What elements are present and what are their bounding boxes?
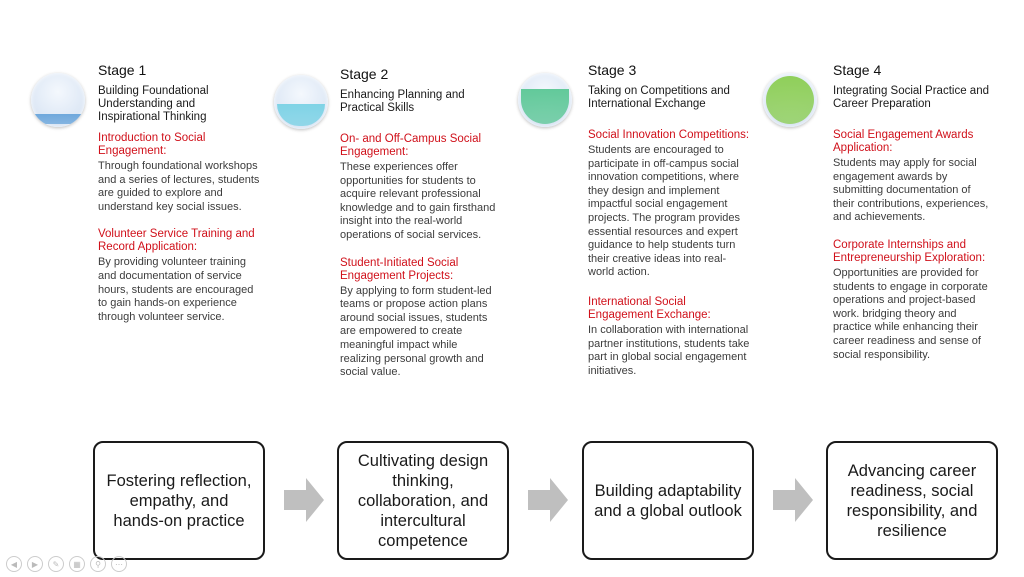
stage-3-fill <box>521 89 569 124</box>
stage-4-section-2 <box>833 239 995 362</box>
stage-2-outcome-box: Cultivating design thinking, collaboration, and intercultural competence <box>337 441 509 560</box>
stage-3-progress-circle-icon <box>518 73 572 127</box>
section-title: Introduction to Social Engagement: <box>98 132 206 157</box>
section-title: Social Innovation Competitions: <box>588 129 750 141</box>
stage-3-title: Taking on Competitions and International Exchange <box>588 85 730 110</box>
stage-4-column <box>833 62 995 376</box>
stage-1-section-1 <box>98 132 260 214</box>
stage-1-column <box>98 62 260 338</box>
right-arrow-icon <box>773 478 813 522</box>
stage-3-column <box>588 62 750 392</box>
prev-slide-icon[interactable]: ◀ <box>6 556 22 572</box>
stage-4-title: Integrating Social Practice and Career Preparation <box>833 85 989 110</box>
section-title: International Social Engagement Exchange: <box>588 295 711 321</box>
stage-2-fill <box>277 104 325 126</box>
right-arrow-icon <box>284 478 324 522</box>
stage-4-fill <box>766 76 814 124</box>
stage-3-section-2 <box>588 296 750 378</box>
stage-1-progress-circle-icon <box>31 73 85 127</box>
slide-toolbar <box>6 556 127 572</box>
section-body: By providing volunteer training and documentation of service hours, students are encouraged to gain hands-on experience through volunteer service. <box>98 256 254 323</box>
next-slide-icon[interactable]: ▶ <box>27 556 43 572</box>
section-body: By applying to form student-led teams or propose action plans around social issues, students are empowered to create meaningful impact while realizing personal growth and social value. <box>340 284 492 379</box>
pen-icon[interactable]: ✎ <box>48 556 64 572</box>
stage-2-title: Enhancing Planning and Practical Skills <box>340 89 465 114</box>
more-options-icon[interactable]: ⋯ <box>111 556 127 572</box>
section-title: Corporate Internships and Entrepreneurship Exploration: <box>833 238 986 264</box>
stage-4-section-1 <box>833 129 995 225</box>
section-title: Volunteer Service Training and Record Application: <box>98 228 255 254</box>
slides-grid-icon[interactable]: ▦ <box>69 556 85 572</box>
stage-4-progress-circle-icon <box>763 73 817 127</box>
section-body: Students are encouraged to participate in off-campus social innovation competitions, where they design and implement impactful social engagement projects. The program provides essential resources and expert guidance to help students turn their creative ideas into real-world action. <box>588 144 741 279</box>
right-arrow-icon <box>528 478 568 522</box>
stage-2-section-2 <box>340 257 500 380</box>
stage-3-section-1 <box>588 129 750 280</box>
stage-2-column <box>340 66 500 394</box>
section-body: In collaboration with international partner institutions, students take part in global social engagement initiatives. <box>588 323 750 377</box>
stage-3-label: Stage 3 <box>588 62 637 78</box>
stage-3-outcome-box: Building adaptability and a global outlook <box>582 441 754 560</box>
section-body: Opportunities are provided for students to engage in corporate operations and project-based work. bridging theory and practice while enhancing their career readiness and sense of social responsibility. <box>833 266 988 361</box>
section-body: Students may apply for social engagement awards by submitting documentation of their contributions, experiences, and achievements. <box>833 157 989 224</box>
stage-2-label: Stage 2 <box>340 66 389 82</box>
stage-1-outcome-box: Fostering reflection, empathy, and hands-on practice <box>93 441 265 560</box>
section-body: Through foundational workshops and a series of lectures, students are guided to explore and understand key social issues. <box>98 160 260 213</box>
zoom-icon[interactable]: ⚲ <box>90 556 106 572</box>
stage-4-outcome-box: Advancing career readiness, social responsibility, and resilience <box>826 441 998 560</box>
section-body: These experiences offer opportunities for students to acquire relevant professional knowledge and to gain firsthand insight into the real-world operations of social services. <box>340 161 496 241</box>
stage-1-fill <box>34 114 82 124</box>
stage-1-section-2 <box>98 228 260 324</box>
section-title: On- and Off-Campus Social Engagement: <box>340 133 482 158</box>
stage-1-label: Stage 1 <box>98 62 147 78</box>
section-title: Student-Initiated Social Engagement Projects: <box>340 256 459 282</box>
stage-2-section-1 <box>340 133 500 243</box>
stage-1-title: Building Foundational Understanding and Inspirational Thinking <box>98 85 209 123</box>
stage-2-progress-circle-icon <box>274 75 328 129</box>
stage-4-label: Stage 4 <box>833 62 882 78</box>
section-title: Social Engagement Awards Application: <box>833 129 974 154</box>
